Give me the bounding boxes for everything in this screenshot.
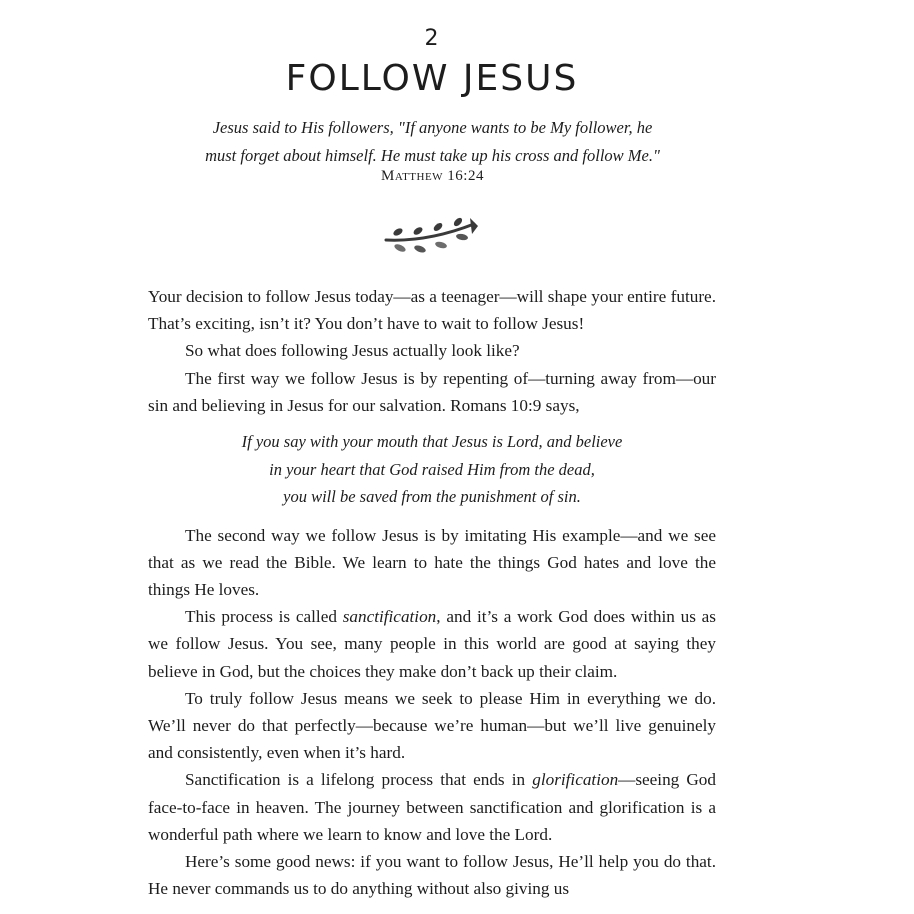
epigraph-reference: Matthew 16:24 — [381, 168, 484, 184]
paragraph-6: To truly follow Jesus means we seek to please Him in everything we do. We’ll never do that perfectly—because we’re human—but we’ll live genuinely and consistently, even when it’s hard. — [148, 688, 716, 763]
quote-line-1: If you say with your mouth that Jesus is Lord, and believe — [241, 432, 623, 452]
paragraph-5-text-a: This process is called — [185, 607, 343, 627]
epigraph — [150, 114, 715, 170]
paragraph-7-text-a: Sanctification is a lifelong process that ends in — [185, 770, 533, 790]
paragraph-4: The second way we follow Jesus is by imitating His example—and we see that as we read the Bible. We learn to hate the things God hates and love the things He loves. — [148, 525, 716, 599]
paragraph-3: The first way we follow Jesus is by repenting of—turning away from—our sin and believing in Jesus for our salvation. Romans 10:9 says, — [148, 368, 716, 415]
epigraph-line-1: Jesus said to His followers, "If anyone wants to be My follower, he — [212, 118, 653, 137]
chapter-title: FOLLOW JESUS — [285, 58, 579, 99]
paragraph-5 — [148, 603, 716, 685]
paragraph-1: Your decision to follow Jesus today—as a teenager—will shape your entire future. That’s exciting, isn’t it? You don’t have to wait to follow Jesus! — [148, 287, 716, 334]
term-sanctification: sanctification — [342, 607, 437, 627]
quote-line-2: in your heart that God raised Him from the dead, — [269, 459, 595, 479]
paragraph-7-text-b: —seeing God face-to-face in heaven. The journey between sanctification and glorification is a wonderful path where we learn to know and love the Lord. — [148, 770, 716, 844]
paragraph-8: Here’s some good news: if you want to follow Jesus, He’ll help you do that. He never commands us to do anything without also giving us — [148, 851, 716, 899]
epigraph-line-2: must forget about himself. He must take up his cross and follow Me." — [205, 146, 660, 165]
chapter-number: 2 — [424, 26, 440, 51]
olive-branch-icon — [378, 212, 486, 262]
paragraph-2: So what does following Jesus actually look like? — [185, 341, 520, 361]
quote-line-3: you will be saved from the punishment of sin. — [283, 487, 581, 507]
paragraph-5-text-b: , and it’s a work God does within us as we follow Jesus. You see, many people in this world are good at saying they believe in God, but the choices they make don’t back up their claim. — [148, 607, 716, 681]
paragraph-7 — [148, 766, 716, 848]
term-glorification: glorification — [532, 770, 619, 790]
chapter-body — [148, 283, 716, 902]
scripture-quote — [148, 428, 716, 511]
